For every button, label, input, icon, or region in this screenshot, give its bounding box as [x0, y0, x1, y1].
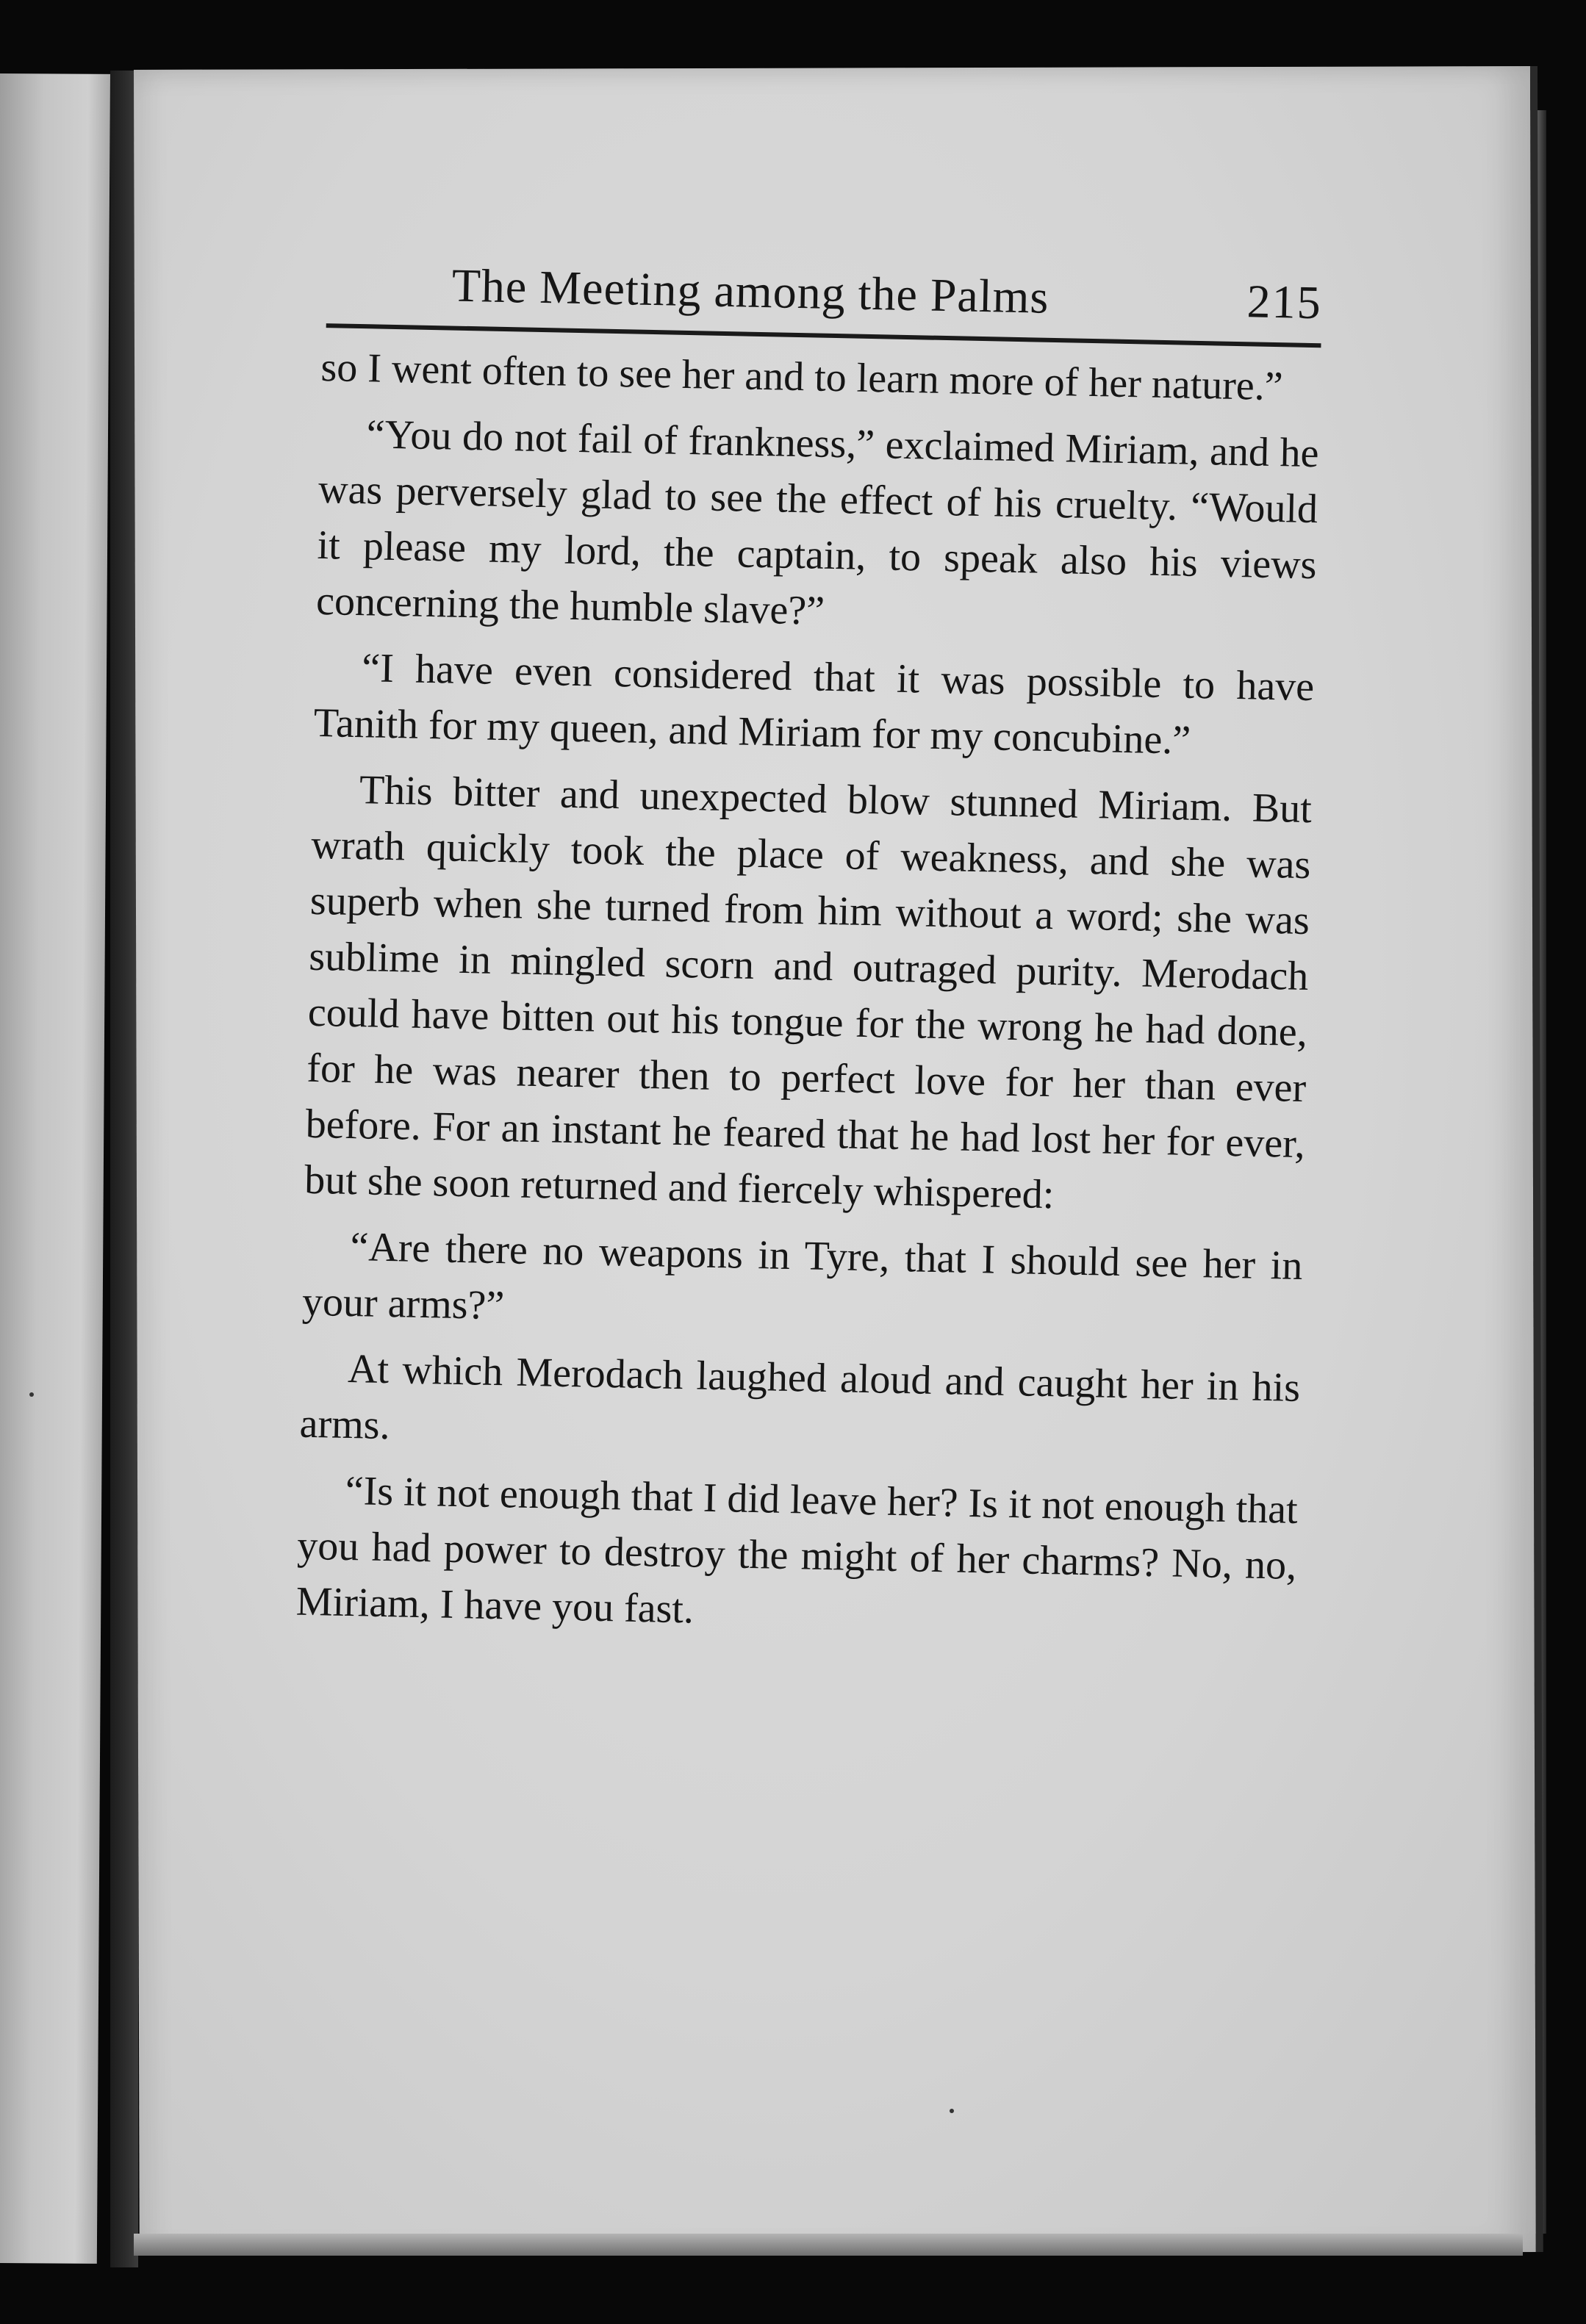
paragraph: “Are there no weapons in Tyre, that I should see her in your arms?”	[301, 1224, 1303, 1329]
page-text-block	[295, 242, 1323, 1660]
paragraph: At which Merodach laughed aloud and caught her in his arms.	[299, 1345, 1301, 1449]
page-bottom-edge	[134, 2234, 1523, 2256]
facing-page-edge	[0, 73, 110, 2264]
paragraph: “I have even considered that it was possible to have Tanith for my queen, and Miriam for my concubine.”	[313, 645, 1315, 763]
paragraph: “You do not fail of frankness,” exclaimed Miriam, and he was perversely glad to see the effect of his cruelty. “Would it please my lord, the captain, to speak also his views concerning the humble slave?”	[315, 411, 1320, 634]
paragraph: so I went often to see her and to learn more of her nature.”	[320, 344, 1284, 410]
page-number: 215	[1246, 275, 1323, 329]
speck-mark	[29, 1392, 34, 1397]
body-text	[295, 339, 1321, 1650]
paragraph: “Is it not enough that I did leave her? Is it not enough that you had power to destroy the might of her charms? No, no, Miriam, I have you fast.	[295, 1467, 1299, 1633]
running-head-title: The Meeting among the Palms	[451, 259, 1050, 323]
paragraph: This bitter and unexpected blow stunned Miriam. But wrath quickly took the place of weakness, and she was superb when she turned from him without a word; she was sublime in mingled scorn and outraged purity. Merodach could have bitten out his tongue for the wrong he had done, for he was nearer then to perfect love for her than ever before. For an instant he feared that he had lost her for ever, but she soon returned and fiercely whispered:	[304, 767, 1313, 1218]
speck-mark	[950, 2109, 954, 2113]
